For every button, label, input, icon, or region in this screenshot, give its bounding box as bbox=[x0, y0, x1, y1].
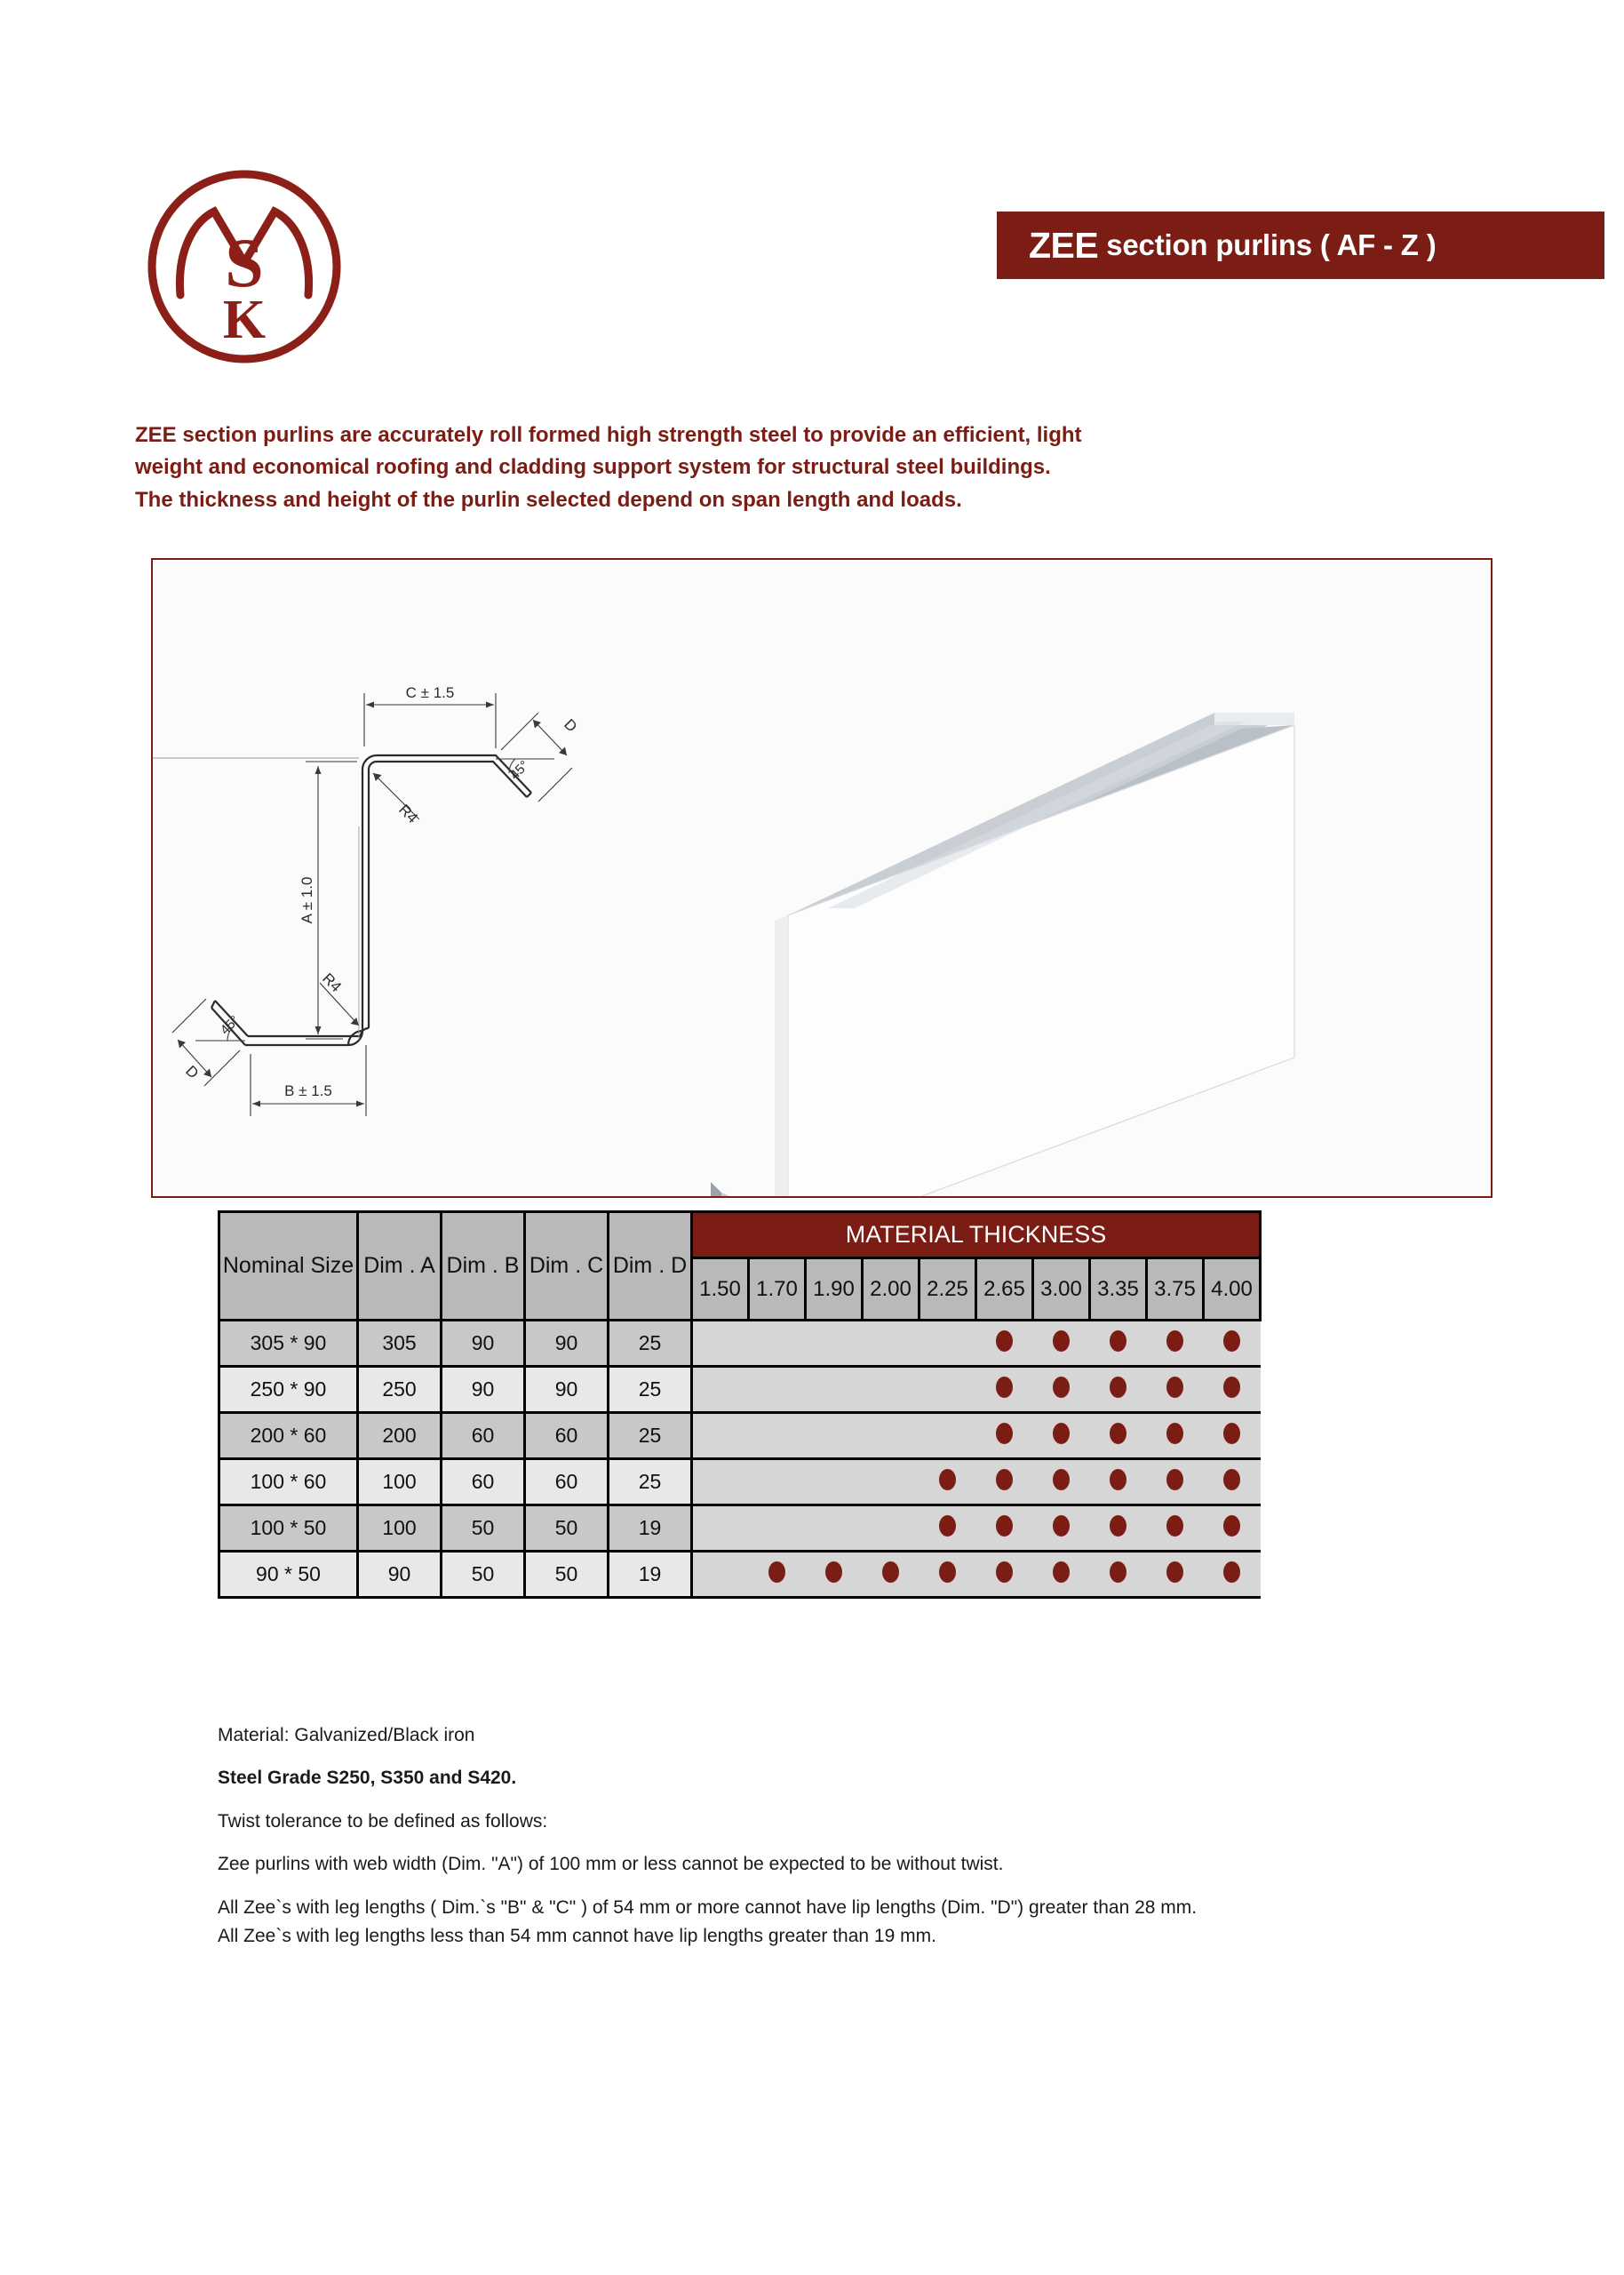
availability-dot-icon bbox=[1223, 1423, 1240, 1444]
cell-dim-b: 60 bbox=[442, 1459, 525, 1505]
cell-availability-2-25 bbox=[919, 1413, 976, 1459]
cell-availability-1-70 bbox=[749, 1459, 806, 1505]
availability-dot-icon bbox=[1166, 1377, 1183, 1398]
cell-availability-2-25 bbox=[919, 1459, 976, 1505]
cell-availability-2-00 bbox=[863, 1413, 919, 1459]
availability-dot-icon bbox=[939, 1515, 956, 1537]
availability-dot-icon bbox=[1053, 1330, 1070, 1352]
table-row bbox=[219, 1413, 1261, 1459]
availability-dot-icon bbox=[1223, 1330, 1240, 1352]
cell-availability-2-00 bbox=[863, 1321, 919, 1367]
cell-dim-c: 60 bbox=[525, 1413, 609, 1459]
cell-availability-3-00 bbox=[1033, 1367, 1090, 1413]
cell-availability-3-35 bbox=[1090, 1552, 1147, 1598]
availability-dot-icon bbox=[1053, 1377, 1070, 1398]
cell-availability-1-50 bbox=[692, 1459, 749, 1505]
cell-availability-3-35 bbox=[1090, 1459, 1147, 1505]
cell-availability-3-00 bbox=[1033, 1413, 1090, 1459]
cell-availability-2-65 bbox=[976, 1367, 1033, 1413]
col-header-nominal-size: Nominal Size bbox=[219, 1212, 358, 1321]
availability-dot-icon bbox=[1110, 1515, 1126, 1537]
table-row bbox=[219, 1505, 1261, 1552]
cell-availability-3-75 bbox=[1147, 1413, 1204, 1459]
cell-dim-b: 90 bbox=[442, 1367, 525, 1413]
cell-dim-d: 19 bbox=[609, 1552, 692, 1598]
cell-availability-1-90 bbox=[806, 1505, 863, 1552]
cell-availability-4-00 bbox=[1204, 1321, 1261, 1367]
page-title-main: ZEE bbox=[1029, 224, 1099, 266]
availability-dot-icon bbox=[1166, 1330, 1183, 1352]
cell-availability-2-25 bbox=[919, 1367, 976, 1413]
cell-availability-1-90 bbox=[806, 1321, 863, 1367]
availability-dot-icon bbox=[1053, 1469, 1070, 1490]
cell-dim-b: 90 bbox=[442, 1321, 525, 1367]
zee-purlin-3d-render bbox=[711, 713, 1294, 1196]
cell-dim-c: 90 bbox=[525, 1367, 609, 1413]
availability-dot-icon bbox=[1053, 1561, 1070, 1583]
cell-availability-3-75 bbox=[1147, 1505, 1204, 1552]
cell-dim-b: 50 bbox=[442, 1552, 525, 1598]
availability-dot-icon bbox=[825, 1561, 842, 1583]
profile-outline bbox=[211, 755, 531, 1045]
cell-availability-1-90 bbox=[806, 1552, 863, 1598]
cell-dim-c: 50 bbox=[525, 1505, 609, 1552]
availability-dot-icon bbox=[1166, 1423, 1183, 1444]
table-row bbox=[219, 1552, 1261, 1598]
cell-availability-4-00 bbox=[1204, 1552, 1261, 1598]
dimension-b bbox=[251, 1045, 366, 1116]
note-twist-heading: Twist tolerance to be defined as follows: bbox=[218, 1810, 548, 1832]
cell-availability-2-65 bbox=[976, 1413, 1033, 1459]
col-header-thickness-2-65: 2.65 bbox=[976, 1258, 1033, 1321]
availability-dot-icon bbox=[1110, 1330, 1126, 1352]
dimension-label-c: C ± 1.5 bbox=[405, 684, 455, 701]
availability-dot-icon bbox=[996, 1561, 1013, 1583]
cell-availability-3-35 bbox=[1090, 1367, 1147, 1413]
cell-availability-1-50 bbox=[692, 1367, 749, 1413]
col-header-dim-a: Dim . A bbox=[358, 1212, 442, 1321]
cell-availability-3-00 bbox=[1033, 1505, 1090, 1552]
cell-availability-1-90 bbox=[806, 1459, 863, 1505]
cell-dim-a: 200 bbox=[358, 1413, 442, 1459]
page-title-subtitle: section purlins ( AF - Z ) bbox=[1106, 228, 1437, 261]
cell-availability-1-50 bbox=[692, 1505, 749, 1552]
cell-availability-2-25 bbox=[919, 1505, 976, 1552]
page-header bbox=[0, 0, 1624, 373]
note-twist-2: All Zee`s with leg lengths ( Dim.`s "B" & "C" ) of 54 mm or more cannot have lip lengths (Dim. "D") greater than 28 mm. bbox=[218, 1896, 1198, 1918]
angle-label-bottom: 45° bbox=[217, 1012, 243, 1038]
cell-dim-d: 25 bbox=[609, 1367, 692, 1413]
cell-nominal-size: 200 * 60 bbox=[219, 1413, 358, 1459]
cell-availability-3-75 bbox=[1147, 1367, 1204, 1413]
intro-line-1: ZEE section purlins are accurately roll formed high strength steel to provide an efficient, light bbox=[135, 423, 1082, 447]
cell-nominal-size: 90 * 50 bbox=[219, 1552, 358, 1598]
cell-dim-a: 100 bbox=[358, 1459, 442, 1505]
cell-availability-1-50 bbox=[692, 1552, 749, 1598]
col-header-thickness-1-90: 1.90 bbox=[806, 1258, 863, 1321]
technical-drawing-panel bbox=[151, 558, 1493, 1198]
cell-dim-a: 100 bbox=[358, 1505, 442, 1552]
cell-availability-3-75 bbox=[1147, 1321, 1204, 1367]
col-header-thickness-3-75: 3.75 bbox=[1147, 1258, 1204, 1321]
availability-dot-icon bbox=[996, 1515, 1013, 1537]
col-header-dim-d: Dim . D bbox=[609, 1212, 692, 1321]
cell-dim-c: 50 bbox=[525, 1552, 609, 1598]
zee-section-drawing bbox=[153, 560, 1491, 1196]
col-header-material-thickness: MATERIAL THICKNESS bbox=[692, 1212, 1261, 1258]
sk-logo bbox=[138, 160, 351, 373]
cell-nominal-size: 100 * 50 bbox=[219, 1505, 358, 1552]
availability-dot-icon bbox=[1110, 1423, 1126, 1444]
availability-dot-icon bbox=[1223, 1377, 1240, 1398]
cell-availability-4-00 bbox=[1204, 1459, 1261, 1505]
availability-dot-icon bbox=[1223, 1469, 1240, 1490]
availability-dot-icon bbox=[939, 1469, 956, 1490]
table-group-header-row bbox=[219, 1212, 1261, 1258]
intro-paragraph bbox=[135, 419, 1379, 516]
cell-availability-1-70 bbox=[749, 1367, 806, 1413]
svg-text:K: K bbox=[222, 290, 267, 350]
cell-nominal-size: 250 * 90 bbox=[219, 1367, 358, 1413]
col-header-thickness-4-00: 4.00 bbox=[1204, 1258, 1261, 1321]
dimension-label-a: A ± 1.0 bbox=[299, 876, 315, 924]
availability-dot-icon bbox=[939, 1561, 956, 1583]
col-header-thickness-2-00: 2.00 bbox=[863, 1258, 919, 1321]
availability-dot-icon bbox=[1166, 1469, 1183, 1490]
table-row bbox=[219, 1459, 1261, 1505]
table-row bbox=[219, 1321, 1261, 1367]
cell-availability-3-75 bbox=[1147, 1552, 1204, 1598]
cell-dim-c: 60 bbox=[525, 1459, 609, 1505]
page-title-banner bbox=[997, 212, 1604, 279]
cell-availability-3-75 bbox=[1147, 1459, 1204, 1505]
cell-availability-2-00 bbox=[863, 1367, 919, 1413]
cell-availability-4-00 bbox=[1204, 1505, 1261, 1552]
cell-dim-b: 60 bbox=[442, 1413, 525, 1459]
cell-availability-2-65 bbox=[976, 1505, 1033, 1552]
cell-availability-1-50 bbox=[692, 1321, 749, 1367]
cell-dim-d: 25 bbox=[609, 1413, 692, 1459]
availability-dot-icon bbox=[1110, 1377, 1126, 1398]
availability-dot-icon bbox=[996, 1423, 1013, 1444]
cell-availability-2-25 bbox=[919, 1321, 976, 1367]
radius-label-top: R4 bbox=[395, 801, 421, 827]
cell-availability-1-70 bbox=[749, 1321, 806, 1367]
cell-availability-2-00 bbox=[863, 1505, 919, 1552]
cell-dim-c: 90 bbox=[525, 1321, 609, 1367]
cell-availability-1-90 bbox=[806, 1367, 863, 1413]
cell-availability-2-00 bbox=[863, 1459, 919, 1505]
cell-dim-d: 25 bbox=[609, 1321, 692, 1367]
availability-dot-icon bbox=[1223, 1515, 1240, 1537]
dimension-label-b: B ± 1.5 bbox=[284, 1082, 332, 1099]
col-header-dim-b: Dim . B bbox=[442, 1212, 525, 1321]
cell-availability-3-35 bbox=[1090, 1505, 1147, 1552]
intro-line-3: The thickness and height of the purlin selected depend on span length and loads. bbox=[135, 487, 962, 512]
cell-availability-2-65 bbox=[976, 1321, 1033, 1367]
dimension-c bbox=[364, 693, 496, 748]
note-material: Material: Galvanized/Black iron bbox=[218, 1725, 475, 1745]
cell-dim-d: 19 bbox=[609, 1505, 692, 1552]
cell-nominal-size: 100 * 60 bbox=[219, 1459, 358, 1505]
table-row bbox=[219, 1367, 1261, 1413]
availability-dot-icon bbox=[768, 1561, 785, 1583]
radius-label-bottom: R4 bbox=[319, 970, 345, 996]
availability-dot-icon bbox=[1110, 1469, 1126, 1490]
cell-dim-a: 250 bbox=[358, 1367, 442, 1413]
cell-availability-3-00 bbox=[1033, 1321, 1090, 1367]
note-steel-grade: Steel Grade S250, S350 and S420. bbox=[218, 1768, 517, 1789]
availability-dot-icon bbox=[996, 1377, 1013, 1398]
cell-availability-4-00 bbox=[1204, 1413, 1261, 1459]
availability-dot-icon bbox=[1166, 1515, 1183, 1537]
availability-dot-icon bbox=[882, 1561, 899, 1583]
availability-dot-icon bbox=[1053, 1423, 1070, 1444]
svg-text:S: S bbox=[225, 224, 264, 301]
cell-availability-4-00 bbox=[1204, 1367, 1261, 1413]
intro-line-2: weight and economical roofing and cladding support system for structural steel buildings. bbox=[135, 455, 1051, 480]
availability-dot-icon bbox=[1166, 1561, 1183, 1583]
col-header-thickness-2-25: 2.25 bbox=[919, 1258, 976, 1321]
cell-availability-2-65 bbox=[976, 1459, 1033, 1505]
cell-dim-b: 50 bbox=[442, 1505, 525, 1552]
specification-table bbox=[218, 1210, 1262, 1599]
col-header-thickness-1-50: 1.50 bbox=[692, 1258, 749, 1321]
cell-availability-3-00 bbox=[1033, 1552, 1090, 1598]
availability-dot-icon bbox=[996, 1469, 1013, 1490]
table-body bbox=[219, 1321, 1261, 1598]
availability-dot-icon bbox=[996, 1330, 1013, 1352]
availability-dot-icon bbox=[1223, 1561, 1240, 1583]
cell-availability-2-00 bbox=[863, 1552, 919, 1598]
note-twist-3: All Zee`s with leg lengths less than 54 mm cannot have lip lengths greater than 19 mm. bbox=[218, 1926, 936, 1947]
dimension-label-d-top: D bbox=[561, 715, 581, 736]
cell-availability-1-70 bbox=[749, 1505, 806, 1552]
cell-availability-2-65 bbox=[976, 1552, 1033, 1598]
footer-notes bbox=[218, 1722, 1461, 1967]
cell-availability-1-90 bbox=[806, 1413, 863, 1459]
angle-label-top: 45° bbox=[506, 757, 532, 783]
table-head bbox=[219, 1212, 1261, 1321]
dimension-label-d-bottom: D bbox=[182, 1062, 203, 1082]
col-header-thickness-1-70: 1.70 bbox=[749, 1258, 806, 1321]
cell-availability-3-00 bbox=[1033, 1459, 1090, 1505]
cell-availability-1-50 bbox=[692, 1413, 749, 1459]
cell-availability-1-70 bbox=[749, 1413, 806, 1459]
note-twist-1: Zee purlins with web width (Dim. "A") of 100 mm or less cannot be expected to be without twist. bbox=[218, 1854, 1004, 1875]
cell-dim-d: 25 bbox=[609, 1459, 692, 1505]
cell-nominal-size: 305 * 90 bbox=[219, 1321, 358, 1367]
cell-availability-2-25 bbox=[919, 1552, 976, 1598]
availability-dot-icon bbox=[1110, 1561, 1126, 1583]
cell-availability-1-70 bbox=[749, 1552, 806, 1598]
availability-dot-icon bbox=[1053, 1515, 1070, 1537]
col-header-thickness-3-00: 3.00 bbox=[1033, 1258, 1090, 1321]
col-header-thickness-3-35: 3.35 bbox=[1090, 1258, 1147, 1321]
cell-dim-a: 90 bbox=[358, 1552, 442, 1598]
col-header-dim-c: Dim . C bbox=[525, 1212, 609, 1321]
angle-annotations bbox=[195, 759, 554, 1041]
cell-availability-3-35 bbox=[1090, 1321, 1147, 1367]
cell-dim-a: 305 bbox=[358, 1321, 442, 1367]
cell-availability-3-35 bbox=[1090, 1413, 1147, 1459]
